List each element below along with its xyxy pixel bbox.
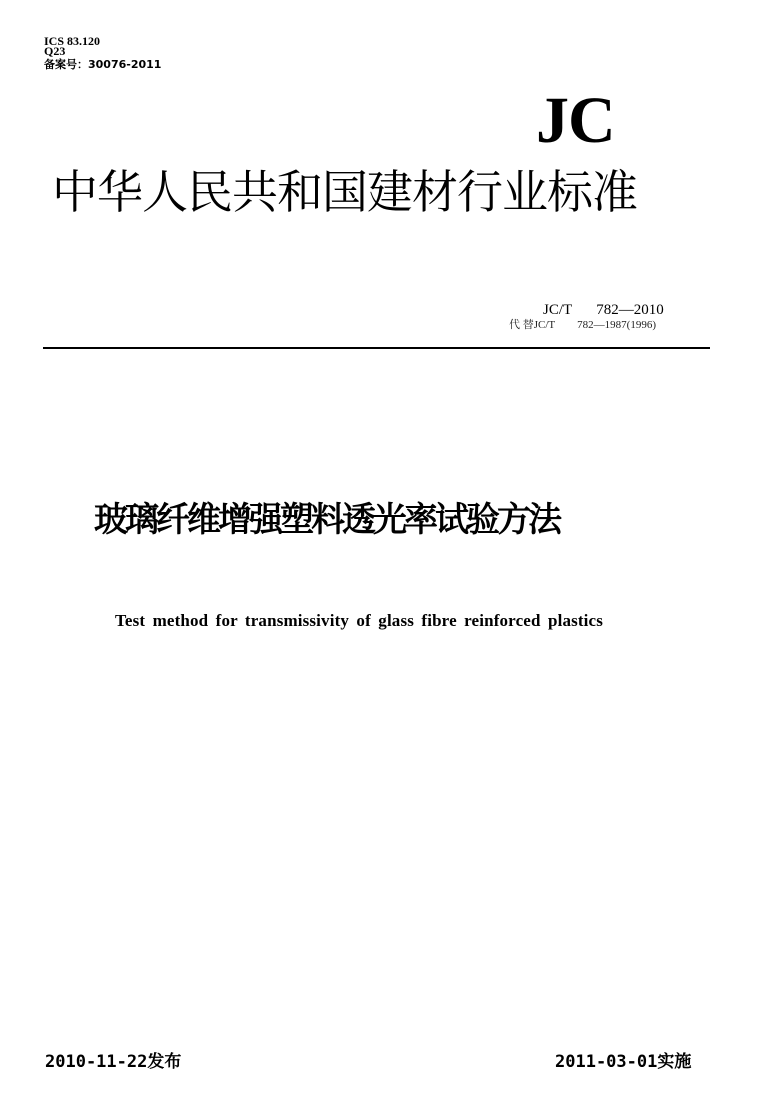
record-number: 备案号：30076-2011 <box>44 58 162 71</box>
issue-date: 2010-11-22发布 <box>45 1052 182 1072</box>
implementation-date: 2011-03-01实施 <box>555 1052 692 1072</box>
organization-title: 中华人民共和国建材行业标准 <box>52 165 637 219</box>
standard-code-prefix: JC/T <box>543 302 573 318</box>
document-title-english: Test method for transmissivity of glass fibre reinforced plastics <box>115 611 604 630</box>
header-divider <box>43 347 710 349</box>
replaced-standard-number: 782—1987(1996) <box>577 319 656 331</box>
replaced-standard <box>509 319 656 331</box>
jc-logo: JC <box>536 84 615 157</box>
standard-code-number: 782—2010 <box>596 302 664 318</box>
replaced-standard-prefix: 代 替JC/T <box>509 319 556 331</box>
standard-number <box>543 302 664 318</box>
ics-code: ICS 83.120 <box>44 34 101 48</box>
document-title-chinese: 玻璃纤维增强塑料透光率试验方法 <box>94 500 559 540</box>
classification-code: Q23 <box>44 44 66 58</box>
